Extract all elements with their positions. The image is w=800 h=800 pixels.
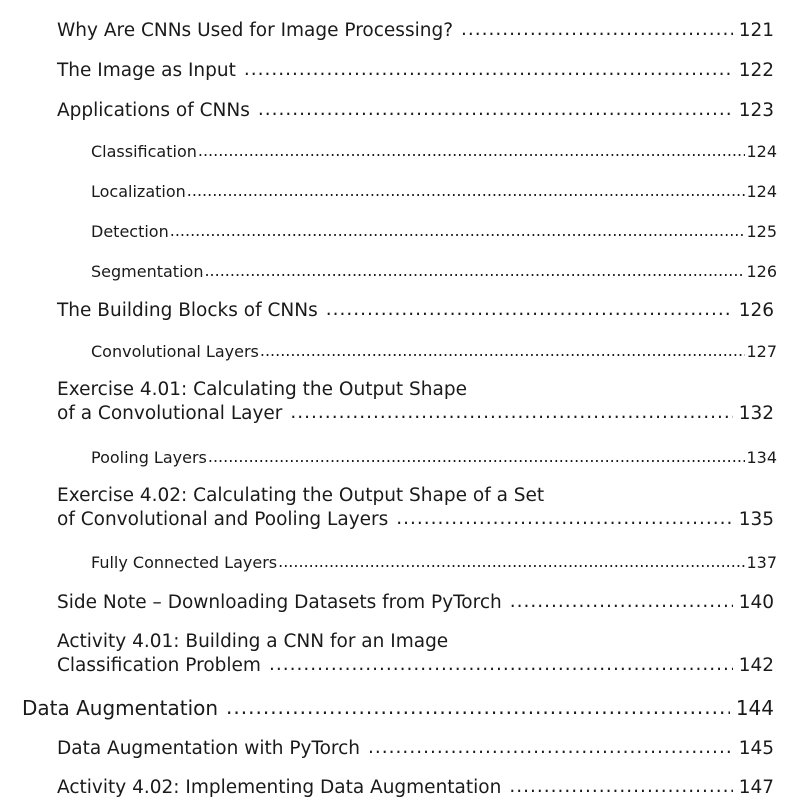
toc-entry-page: 121 bbox=[738, 20, 774, 41]
dot-leader bbox=[258, 99, 733, 120]
toc-entry-title: The Building Blocks of CNNs bbox=[57, 300, 318, 321]
dot-leader bbox=[204, 261, 745, 280]
toc-entry-exercise-4-01[interactable] bbox=[57, 379, 774, 424]
dot-leader bbox=[260, 341, 746, 360]
toc-entry-activity-4-02[interactable] bbox=[57, 777, 774, 798]
dot-leader bbox=[198, 141, 746, 160]
toc-entry-why-cnns[interactable] bbox=[57, 20, 774, 41]
toc-entry-title: Activity 4.02: Implementing Data Augmentation bbox=[57, 777, 502, 798]
dot-leader bbox=[326, 299, 733, 320]
toc-entry-title: Side Note – Downloading Datasets from PyTorch bbox=[57, 592, 502, 613]
toc-entry-title: The Image as Input bbox=[57, 60, 236, 81]
toc-entry-side-note[interactable] bbox=[57, 592, 774, 613]
toc-entry-page: 140 bbox=[738, 592, 774, 613]
dot-leader bbox=[509, 776, 732, 797]
toc-entry-data-augmentation-pytorch[interactable] bbox=[57, 738, 774, 759]
toc-entry-page: 124 bbox=[746, 182, 777, 201]
dot-leader bbox=[170, 221, 746, 240]
dot-leader bbox=[368, 737, 733, 758]
dot-leader bbox=[208, 447, 746, 466]
toc-entry-page: 123 bbox=[738, 100, 774, 121]
toc-entry-page: 122 bbox=[738, 60, 774, 81]
toc-entry-applications[interactable] bbox=[57, 100, 774, 121]
toc-entry-title: of Convolutional and Pooling Layers bbox=[57, 509, 389, 530]
toc-entry-page: 142 bbox=[738, 655, 774, 676]
toc-entry-title: Convolutional Layers bbox=[91, 342, 259, 361]
toc-entry-page: 124 bbox=[746, 142, 777, 161]
toc-entry-page: 145 bbox=[738, 738, 774, 759]
toc-entry-title: Applications of CNNs bbox=[57, 100, 250, 121]
toc-entry-data-augmentation[interactable] bbox=[22, 696, 774, 720]
toc-entry-title: of a Convolutional Layer bbox=[57, 403, 283, 424]
toc-entry-fully-connected-layers[interactable] bbox=[91, 553, 777, 572]
toc-entry-page: 135 bbox=[738, 509, 774, 530]
toc-entry-title: Classification bbox=[91, 142, 197, 161]
dot-leader bbox=[510, 591, 733, 612]
toc-entry-title-line1: Exercise 4.01: Calculating the Output Shape bbox=[57, 379, 467, 400]
toc-entry-classification[interactable] bbox=[91, 142, 777, 161]
dot-leader bbox=[244, 59, 733, 80]
toc-entry-convolutional-layers[interactable] bbox=[91, 342, 777, 361]
toc-entry-exercise-4-02[interactable] bbox=[57, 485, 774, 530]
toc-entry-localization[interactable] bbox=[91, 182, 777, 201]
toc-entry-title: Fully Connected Layers bbox=[91, 553, 278, 572]
toc-entry-title: Why Are CNNs Used for Image Processing? bbox=[57, 20, 454, 41]
toc-entry-page: 127 bbox=[746, 342, 777, 361]
toc-entry-page: 126 bbox=[746, 262, 777, 281]
toc-entry-segmentation[interactable] bbox=[91, 262, 777, 281]
toc-entry-detection[interactable] bbox=[91, 222, 777, 241]
toc-entry-page: 125 bbox=[746, 222, 777, 241]
dot-leader bbox=[269, 654, 733, 675]
dot-leader bbox=[396, 508, 732, 529]
toc-entry-title: Detection bbox=[91, 222, 169, 241]
toc-entry-title: Segmentation bbox=[91, 262, 204, 281]
toc-entry-page: 132 bbox=[738, 403, 774, 424]
toc-entry-title-line1: Exercise 4.02: Calculating the Output Shape of a Set bbox=[57, 485, 545, 506]
toc-entry-title-line1: Activity 4.01: Building a CNN for an Image bbox=[57, 631, 449, 652]
dot-leader bbox=[226, 695, 730, 719]
toc-entry-page: 137 bbox=[746, 553, 777, 572]
toc-entry-title: Localization bbox=[91, 182, 186, 201]
toc-entry-image-as-input[interactable] bbox=[57, 60, 774, 81]
toc-entry-title: Classification Problem bbox=[57, 655, 261, 676]
toc-entry-page: 147 bbox=[738, 777, 774, 798]
dot-leader bbox=[461, 19, 733, 40]
toc-entry-title: Data Augmentation bbox=[22, 696, 219, 720]
toc-entry-pooling-layers[interactable] bbox=[91, 448, 777, 467]
toc-entry-activity-4-01[interactable] bbox=[57, 631, 774, 676]
toc-entry-title: Data Augmentation with PyTorch bbox=[57, 738, 361, 759]
toc-entry-title: Pooling Layers bbox=[91, 448, 207, 467]
dot-leader bbox=[278, 552, 745, 571]
toc-entry-page: 126 bbox=[738, 300, 774, 321]
dot-leader bbox=[187, 181, 746, 200]
toc-entry-page: 134 bbox=[746, 448, 777, 467]
dot-leader bbox=[290, 402, 732, 423]
toc-entry-building-blocks[interactable] bbox=[57, 300, 774, 321]
toc-entry-page: 144 bbox=[735, 696, 774, 720]
